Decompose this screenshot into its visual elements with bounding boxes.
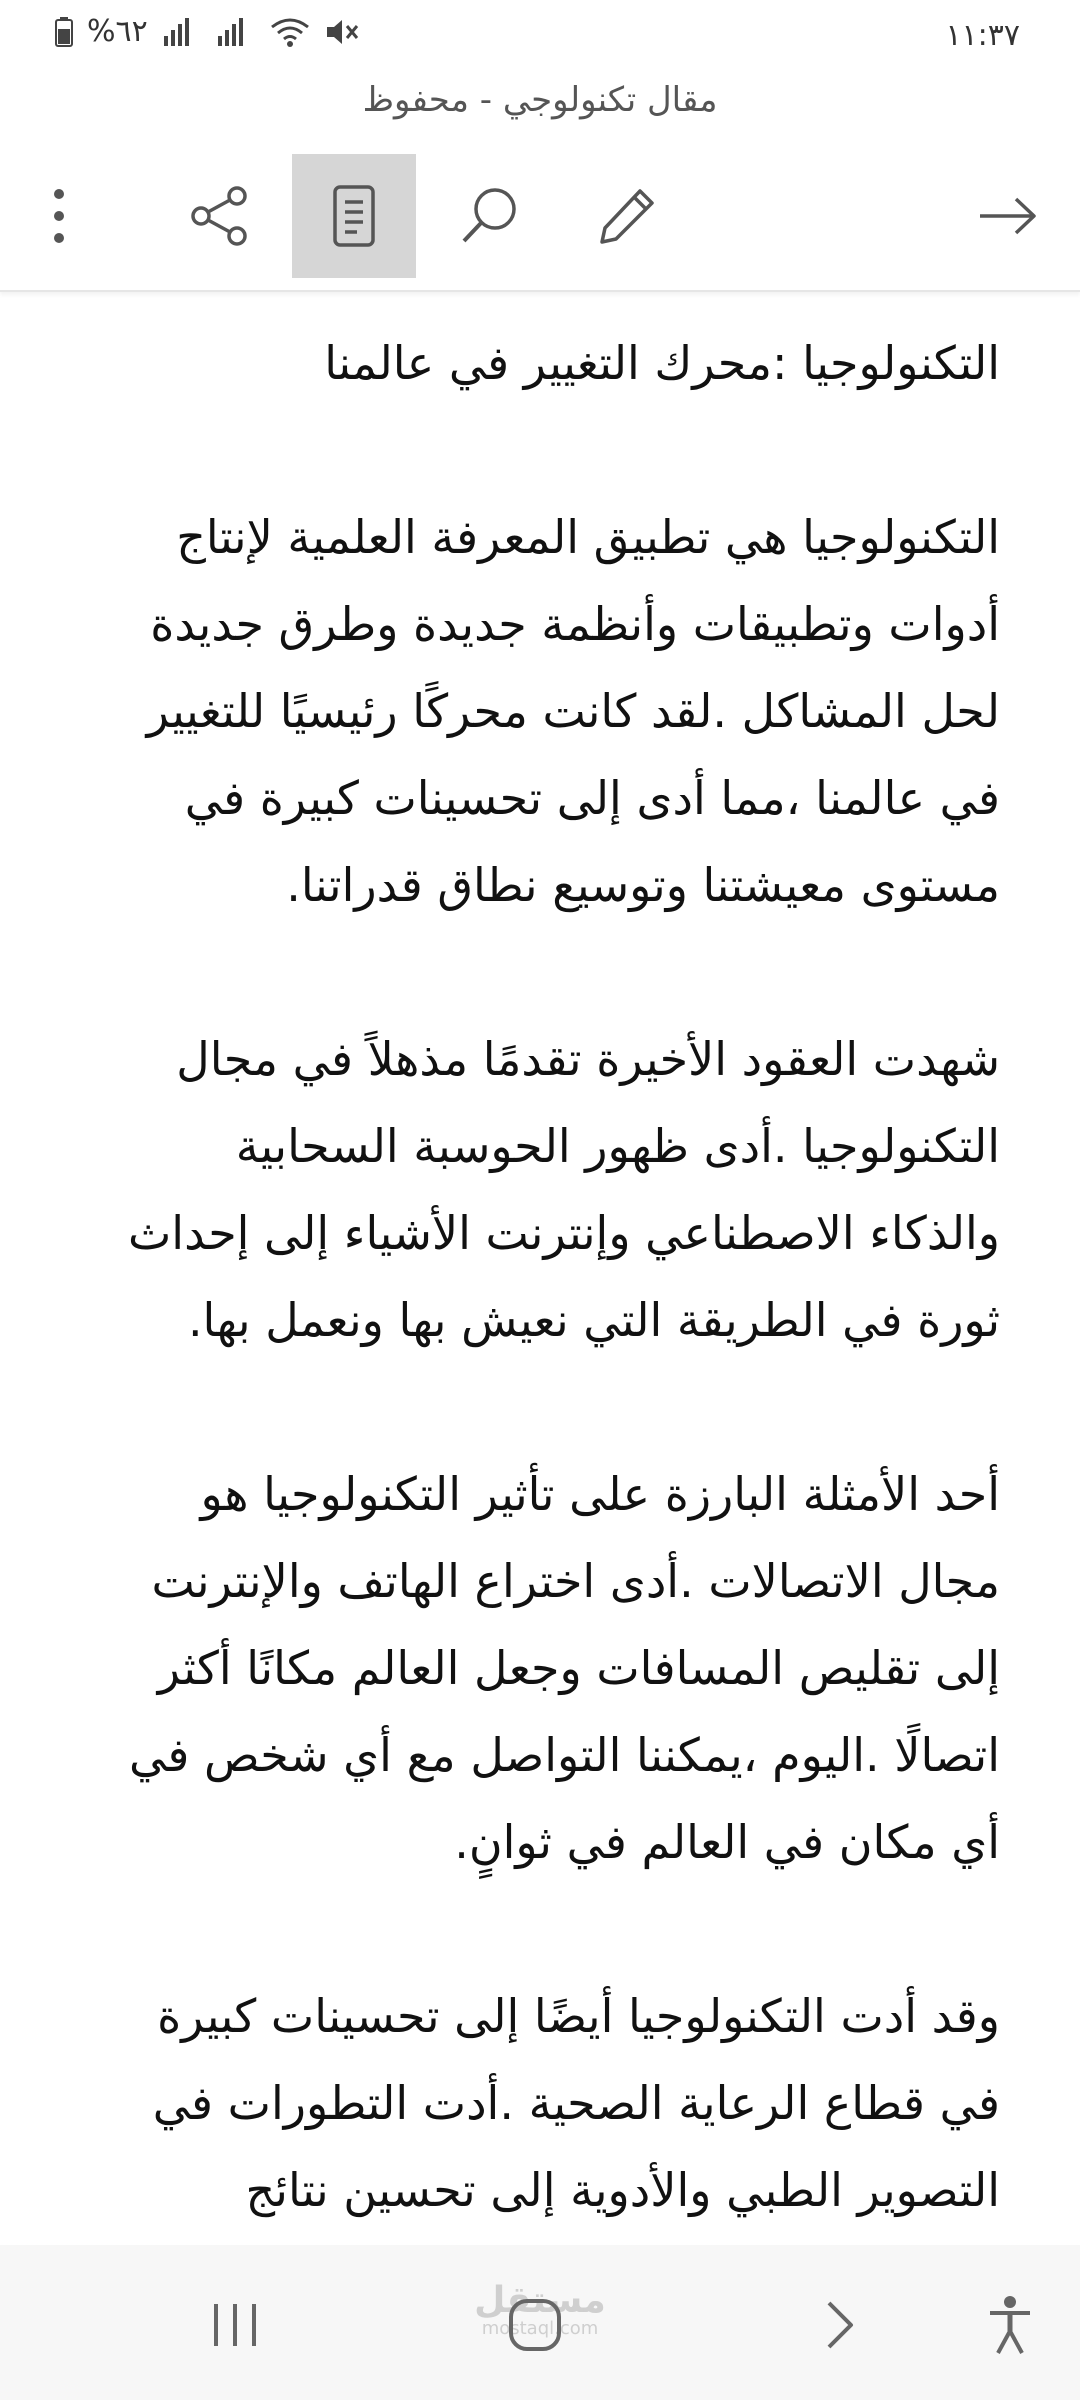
wifi-icon [270,17,310,47]
status-bar [0,0,1080,78]
accessibility-button[interactable] [970,2275,1050,2375]
article-paragraph: شهدت العقود الأخيرة تقدمًا مذهلاً في مجال التكنولوجيا .أدى ظهور الحوسبة السحابية والذكاء الاصطناعي وإنترنت الأشياء إلى إحداث ثورة في الطريقة التي نعيش بها ونعمل بها. [127,1032,1000,1347]
home-icon [507,2297,563,2353]
recents-button[interactable] [190,2275,280,2375]
article-paragraph: التكنولوجيا هي تطبيق المعرفة العلمية لإنتاج أدوات وتطبيقات وأنظمة جديدة وطرق جديدة لحل المشاكل .لقد كانت محركًا رئيسيًا للتغيير في عالمنا ،مما أدى إلى تحسينات كبيرة في مستوى معيشتنا وتوسيع نطاق قدراتنا. [146,510,1000,912]
article-body [0,290,1080,2234]
reader-mode-icon [332,184,376,248]
more-options-button[interactable] [24,154,94,278]
back-button[interactable] [800,2275,880,2375]
article-heading: التكنولوجيا :محرك التغيير في عالمنا [324,336,1000,390]
recents-icon [210,2302,260,2348]
battery-percentage: %٦٢ [87,14,148,49]
accessibility-icon [987,2295,1033,2355]
search-icon [459,185,521,247]
navigation-bar [0,2245,1080,2400]
document-title: مقال تكنولوجي - محفوظ [362,80,718,120]
pencil-icon [596,185,658,247]
home-button[interactable] [480,2275,590,2375]
mute-icon [324,17,360,47]
toolbar [0,150,1080,292]
share-button[interactable] [157,154,281,278]
article-paragraph: أحد الأمثلة البارزة على تأثير التكنولوجيا هو مجال الاتصالات .أدى اختراع الهاتف والإنترنت إلى تقليص المسافات وجعل العالم مكانًا أكثر اتصالًا .اليوم ،يمكننا التواصل مع أي شخص في أي مكان في العالم في ثوانٍ. [129,1467,1000,1869]
status-icons [55,14,360,49]
watermark-text: مستقل [474,2280,606,2321]
battery-icon [55,17,73,47]
forward-button[interactable] [946,154,1070,278]
arrow-forward-icon [978,196,1038,236]
signal-icon [162,18,202,46]
watermark-sub: mostaql.com [481,2318,599,2339]
article-view[interactable] [0,290,1080,2245]
search-button[interactable] [428,154,552,278]
signal-icon-2 [216,18,256,46]
reader-mode-button[interactable] [292,154,416,278]
edit-button[interactable] [565,154,689,278]
status-time: ١١:٣٧ [945,18,1020,53]
more-vertical-icon [53,188,65,244]
share-icon [189,186,249,246]
back-icon [825,2300,855,2350]
article-paragraph: وقد أدت التكنولوجيا أيضًا إلى تحسينات كبيرة في قطاع الرعاية الصحية .أدت التطورات في التصوير الطبي والأدوية إلى تحسين نتائج [152,1989,1000,2217]
